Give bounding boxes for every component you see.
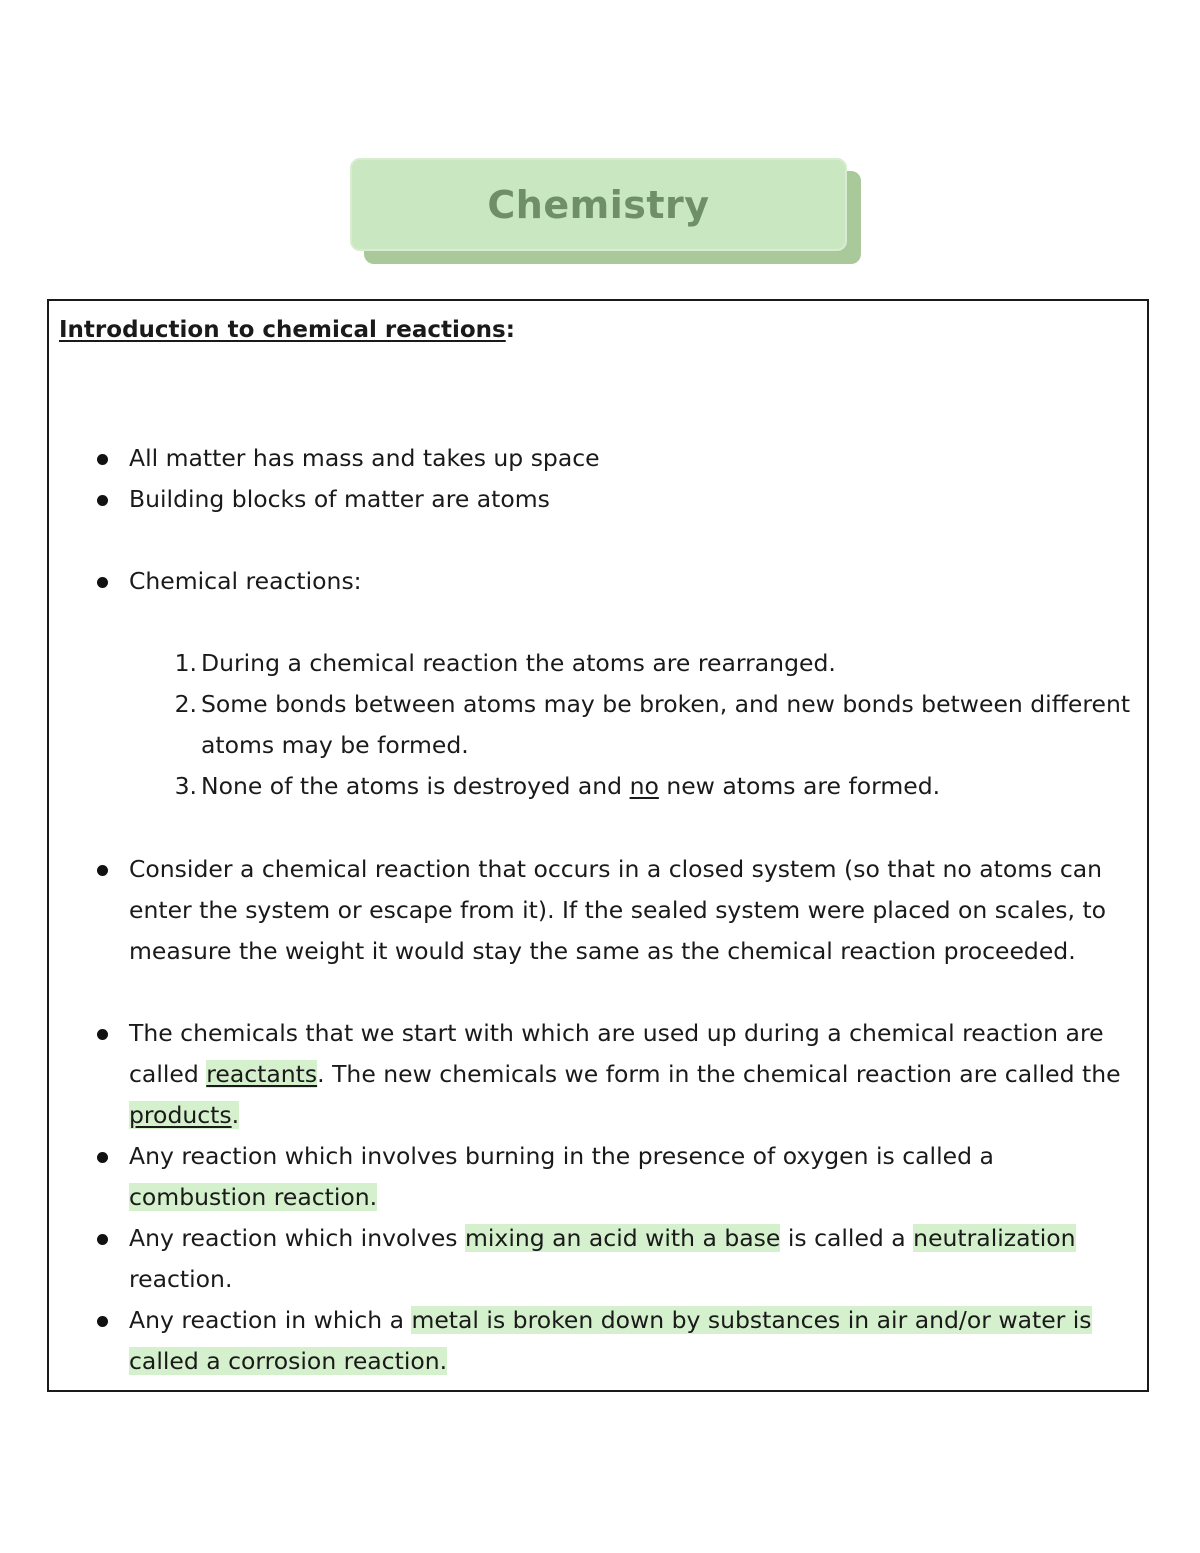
term-corrosion: metal is broken down by substances in air and/or water is called a corrosion reaction. bbox=[129, 1306, 1092, 1375]
list-item-combustion: Any reaction which involves burning in the presence of oxygen is called a combustion reaction. bbox=[129, 1142, 994, 1211]
bullet-dot bbox=[97, 495, 108, 506]
numbered-item-3: None of the atoms is destroyed and no new atoms are formed. bbox=[201, 772, 941, 800]
bullet-dot bbox=[97, 1316, 108, 1327]
bullet-dot bbox=[97, 1152, 108, 1163]
list-item-chemical-reactions: Chemical reactions: bbox=[129, 567, 362, 595]
term-reactants: reactants bbox=[206, 1060, 318, 1088]
list-item-neutralization: Any reaction which involves mixing an acid with a base is called a neutralization reaction. bbox=[129, 1224, 1076, 1293]
notes-box bbox=[47, 299, 1149, 1392]
term-combustion: combustion reaction. bbox=[129, 1183, 378, 1211]
term-products: products bbox=[129, 1101, 232, 1129]
list-item-corrosion: Any reaction in which a metal is broken down by substances in air and/or water is called a corrosion reaction. bbox=[129, 1306, 1092, 1375]
bullet-dot bbox=[97, 1234, 108, 1245]
term-neutralization: neutralization bbox=[913, 1224, 1076, 1252]
list-item-matter: All matter has mass and takes up space bbox=[129, 444, 600, 472]
list-item-reactants: The chemicals that we start with which are used up during a chemical reaction are called reactants. The new chemicals we form in the chemical reaction are called the products. bbox=[129, 1019, 1121, 1129]
list-number: 2. bbox=[174, 690, 197, 718]
term-acid-base: mixing an acid with a base bbox=[465, 1224, 781, 1252]
section-heading: Introduction to chemical reactions: bbox=[59, 317, 515, 343]
numbered-item-1: During a chemical reaction the atoms are rearranged. bbox=[201, 649, 836, 677]
list-number: 1. bbox=[174, 649, 197, 677]
page-title: Chemistry bbox=[487, 182, 710, 227]
title-banner bbox=[350, 158, 862, 264]
bullet-dot bbox=[97, 865, 108, 876]
list-item-closed-system: Consider a chemical reaction that occurs in a closed system (so that no atoms can enter the system or escape from it). If the sealed system were placed on scales, to measure the weight it would stay the same as the chemical reaction proceeded. bbox=[129, 855, 1107, 965]
bullet-dot bbox=[97, 454, 108, 465]
list-item-atoms: Building blocks of matter are atoms bbox=[129, 485, 550, 513]
numbered-item-2: Some bonds between atoms may be broken, and new bonds between different atoms may be formed. bbox=[201, 690, 1131, 759]
title-box bbox=[350, 158, 847, 251]
bullet-dot bbox=[97, 1029, 108, 1040]
list-number: 3. bbox=[174, 772, 197, 800]
bullet-dot bbox=[97, 577, 108, 588]
